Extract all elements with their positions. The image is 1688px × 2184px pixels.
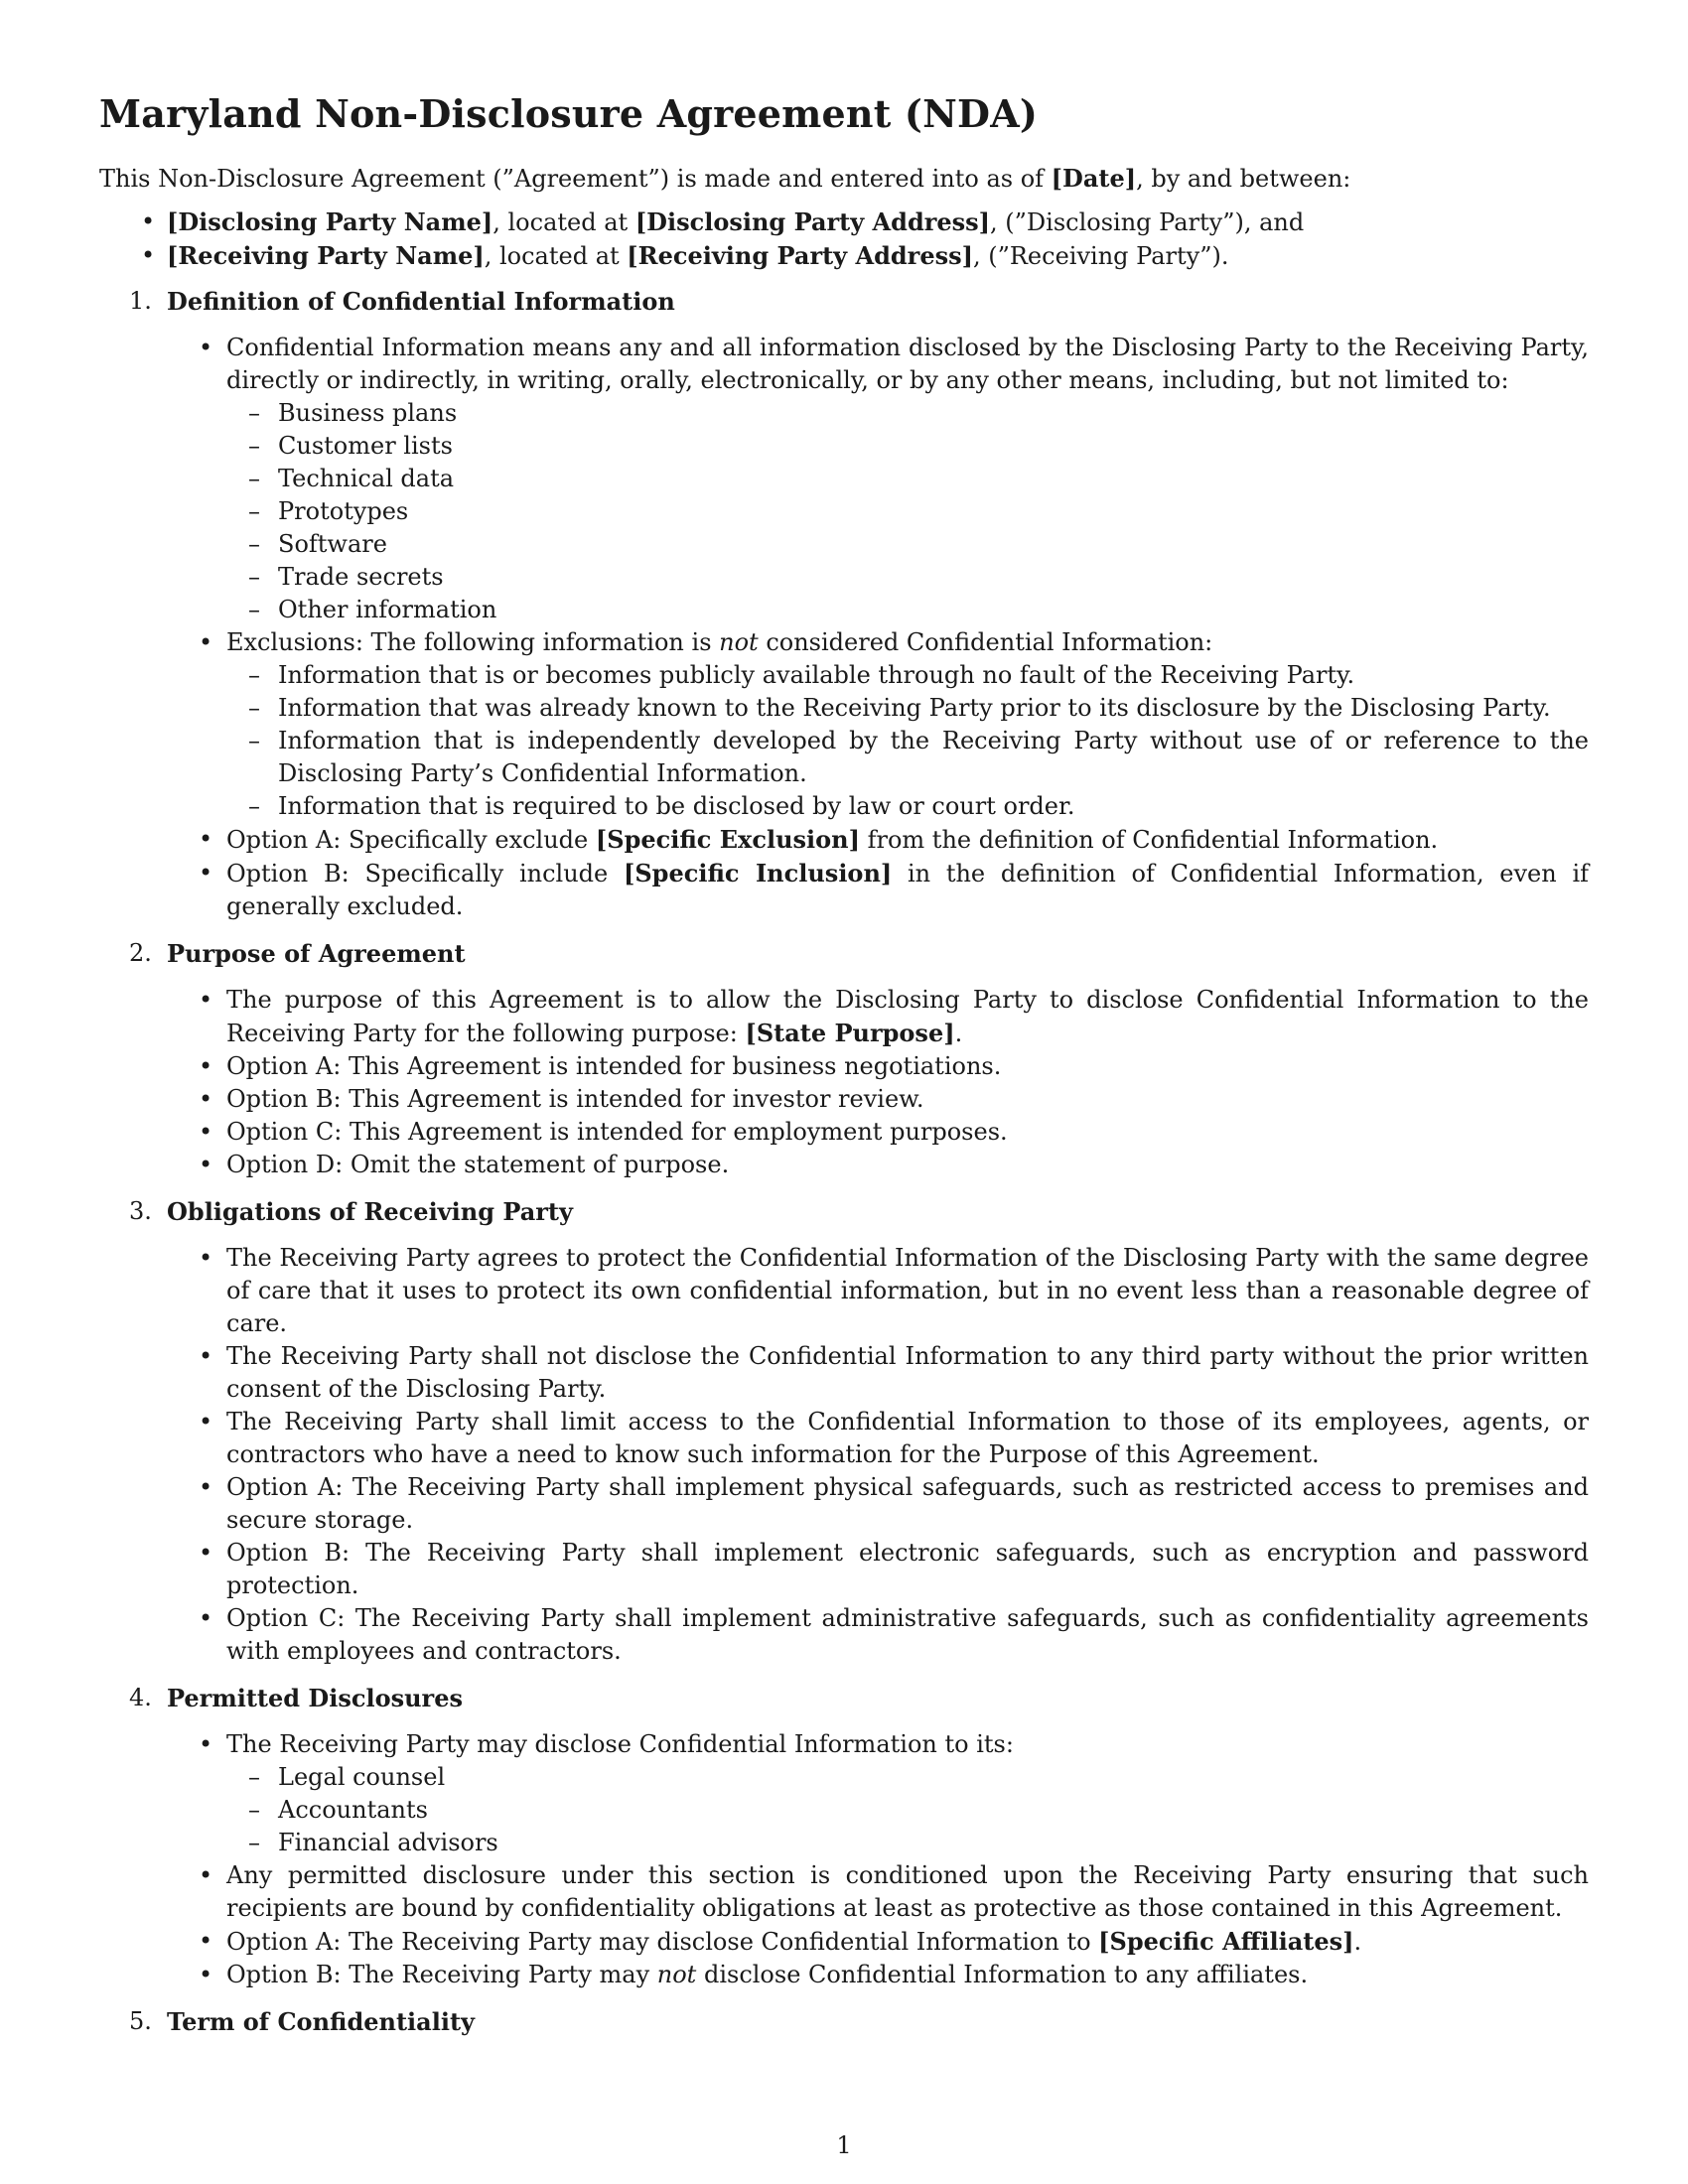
section-heading	[99, 285, 1589, 318]
section-bullets	[99, 1728, 1589, 1991]
section-4	[99, 1682, 1589, 1991]
option-text-end: disclose Confidential Information to any affiliates.	[696, 1961, 1309, 1988]
list-item: – Trade secrets	[226, 561, 1589, 594]
list-item: • Option D: Omit the statement of purpose.	[99, 1149, 1589, 1181]
party-text: , (”Receiving Party”).	[972, 242, 1229, 270]
receiving-party-item	[99, 239, 1589, 273]
sections-list	[99, 285, 1589, 2038]
emphasis: not	[656, 1961, 697, 1988]
section-number: 5.	[129, 2007, 152, 2035]
option-text-end: in the definition of Confidential Information, even if generally excluded.	[226, 860, 1590, 920]
list-item: • Option C: This Agreement is intended for employment purposes.	[99, 1116, 1589, 1149]
section-heading	[99, 1195, 1589, 1228]
section-heading	[99, 1682, 1589, 1714]
document-title: Maryland Non-Disclosure Agreement (NDA)	[99, 91, 1039, 136]
emphasis: not	[719, 628, 759, 656]
option-text-end: .	[1353, 1928, 1362, 1956]
list-item: • Option C: The Receiving Party shall implement administrative safeguards, such as confidentiality agreements with employees and contractors.	[99, 1602, 1589, 1668]
disclosing-party-item	[99, 205, 1589, 239]
section-number: 1.	[129, 287, 152, 315]
intro-paragraph	[99, 162, 1589, 196]
list-item: • The Receiving Party shall limit access to the Confidential Information to those of its employees, agents, or contractors who have a need to know such information for the Purpose of this Agreement.	[99, 1406, 1589, 1471]
list-item: – Customer lists	[226, 430, 1589, 463]
list-item: – Accountants	[226, 1794, 1589, 1827]
date-placeholder: [Date]	[1051, 164, 1137, 193]
list-item	[99, 626, 1589, 823]
section-bullets	[99, 984, 1589, 1181]
list-item: – Information that is required to be disclosed by law or court order.	[226, 790, 1589, 823]
list-item: – Information that is or becomes publicly available through no fault of the Receiving Party.	[226, 659, 1589, 692]
state-purpose-placeholder: [State Purpose]	[745, 1019, 955, 1047]
option-text: Option A: Specifically exclude	[226, 826, 596, 854]
specific-affiliates-placeholder: [Specific Affiliates]	[1098, 1927, 1354, 1956]
list-item: – Information that is independently developed by the Receiving Party without use of or reference to the Disclosing Party’s Confidential Information.	[226, 725, 1589, 790]
exclusions-sublist	[226, 659, 1589, 823]
section-title: Definition of Confidential Information	[167, 287, 675, 316]
section-title: Term of Confidentiality	[167, 2007, 475, 2036]
section-number: 4.	[129, 1684, 152, 1711]
definition-sublist	[226, 397, 1589, 626]
section-heading	[99, 2005, 1589, 2038]
exclusions-text-end: considered Confidential Information:	[758, 628, 1213, 656]
list-item: – Legal counsel	[226, 1761, 1589, 1794]
list-item	[99, 984, 1589, 1050]
receiving-party-address: [Receiving Party Address]	[627, 241, 973, 270]
section-title: Purpose of Agreement	[167, 939, 466, 968]
party-text: , (”Disclosing Party”), and	[990, 208, 1305, 236]
list-item: – Other information	[226, 594, 1589, 626]
exclusions-text: Exclusions: The following information is	[226, 628, 720, 656]
intro-text-end: , by and between:	[1136, 165, 1351, 193]
section-number: 3.	[129, 1197, 152, 1225]
recipients-sublist	[226, 1761, 1589, 1859]
intro-text: This Non-Disclosure Agreement (”Agreement”) is made and entered into as of	[99, 165, 1052, 193]
list-item	[99, 1959, 1589, 1991]
specific-inclusion-placeholder: [Specific Inclusion]	[623, 859, 893, 887]
section-title: Obligations of Receiving Party	[167, 1197, 573, 1226]
party-text: , located at	[492, 208, 635, 236]
list-item: • Option B: The Receiving Party shall implement electronic safeguards, such as encryption and password protection.	[99, 1537, 1589, 1602]
specific-exclusion-placeholder: [Specific Exclusion]	[595, 825, 860, 854]
list-item: – Financial advisors	[226, 1827, 1589, 1859]
list-item: • The Receiving Party shall not disclose the Confidential Information to any third party without the prior written consent of the Disclosing Party.	[99, 1340, 1589, 1406]
section-2	[99, 937, 1589, 1181]
list-item: • Option A: This Agreement is intended for business negotiations.	[99, 1050, 1589, 1083]
section-5	[99, 2005, 1589, 2038]
list-item	[99, 332, 1589, 626]
section-bullets	[99, 1242, 1589, 1668]
purpose-text: The purpose of this Agreement is to allow the Disclosing Party to disclose Confidential Information to the Receiving Party for the following purpose:	[226, 986, 1589, 1047]
party-text: , located at	[484, 242, 628, 270]
list-item	[99, 1925, 1589, 1959]
option-text-end: from the definition of Confidential Information.	[859, 826, 1439, 854]
parties-list	[99, 205, 1589, 273]
section-title: Permitted Disclosures	[167, 1684, 463, 1712]
list-item: – Software	[226, 528, 1589, 561]
option-text: Option B: Specifically include	[226, 860, 624, 887]
list-item: – Business plans	[226, 397, 1589, 430]
page-number: 1	[836, 2131, 852, 2159]
section-heading	[99, 937, 1589, 970]
section-3	[99, 1195, 1589, 1668]
option-text: Option A: The Receiving Party may disclose Confidential Information to	[226, 1928, 1099, 1956]
list-item	[99, 1728, 1589, 1859]
list-item: • Option A: The Receiving Party shall implement physical safeguards, such as restricted access to premises and secure storage.	[99, 1471, 1589, 1537]
list-item: • The Receiving Party agrees to protect the Confidential Information of the Disclosing Party with the same degree of care that it uses to protect its own confidential information, but in no event less than a reasonable degree of care.	[99, 1242, 1589, 1340]
list-item: • Option B: This Agreement is intended for investor review.	[99, 1083, 1589, 1116]
disclosing-party-address: [Disclosing Party Address]	[634, 207, 991, 236]
list-item: – Information that was already known to the Receiving Party prior to its disclosure by the Disclosing Party.	[226, 692, 1589, 725]
list-item	[99, 857, 1589, 923]
section-number: 2.	[129, 939, 152, 967]
section-1	[99, 285, 1589, 923]
definition-text: Confidential Information means any and all information disclosed by the Disclosing Party to the Receiving Party, directly or indirectly, in writing, orally, electronically, or by any other means, including, but not limited to:	[226, 334, 1589, 394]
list-item: – Prototypes	[226, 495, 1589, 528]
document-page	[99, 91, 1589, 2052]
receiving-party-name: [Receiving Party Name]	[167, 241, 485, 270]
option-text: Option B: The Receiving Party may	[226, 1961, 657, 1988]
may-disclose-text: The Receiving Party may disclose Confidential Information to its:	[226, 1730, 1014, 1758]
purpose-text-end: .	[954, 1020, 963, 1047]
disclosing-party-name: [Disclosing Party Name]	[167, 207, 493, 236]
list-item	[99, 823, 1589, 857]
list-item: • Any permitted disclosure under this section is conditioned upon the Receiving Party ensuring that such recipients are bound by confidentiality obligations at least as protective as those contained in this Agreement.	[99, 1859, 1589, 1925]
section-bullets	[99, 332, 1589, 923]
list-item: – Technical data	[226, 463, 1589, 495]
